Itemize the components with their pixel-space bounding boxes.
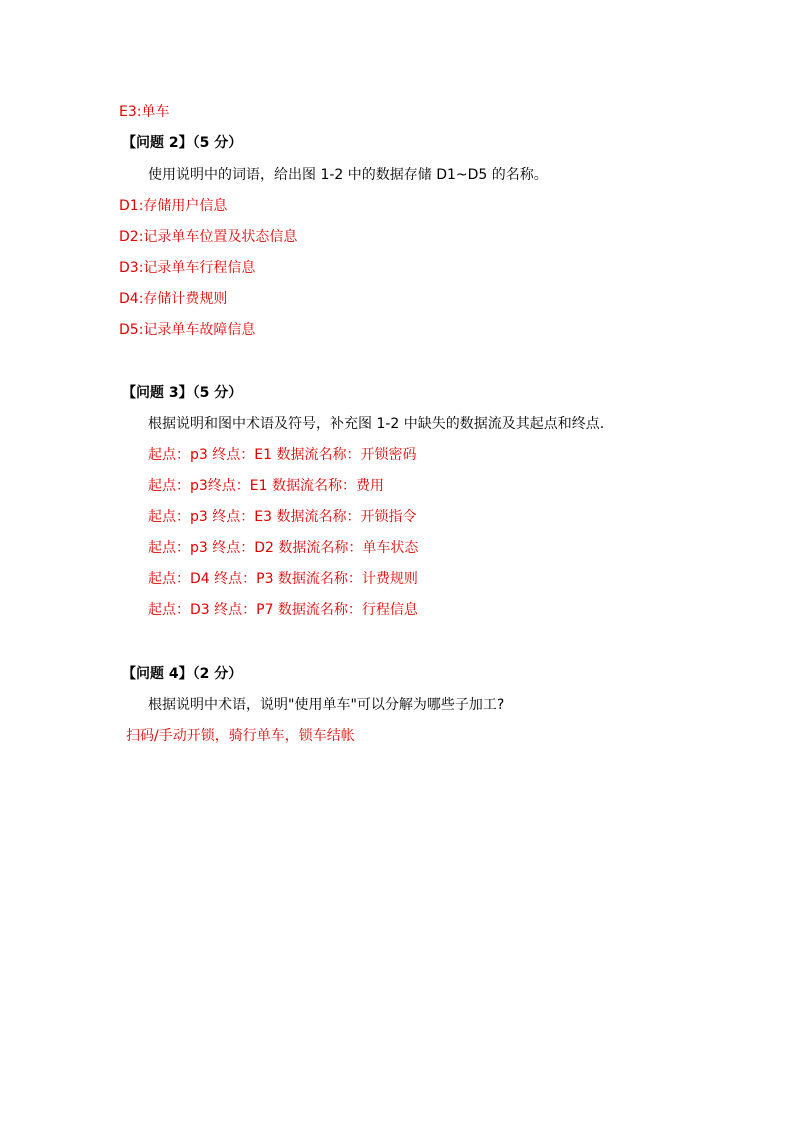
q3-answer-6: 起点：D3 终点：P7 数据流名称：行程信息 xyxy=(148,602,418,618)
q2-answer-d3: D3:记录单车行程信息 xyxy=(119,260,256,276)
q3-answer-2: 起点：p3终点：E1 数据流名称：费用 xyxy=(148,478,384,494)
q2-answer-d2: D2:记录单车位置及状态信息 xyxy=(119,229,298,245)
q3-heading: 【问题 3】（5 分） xyxy=(122,385,243,401)
q4-prompt: 根据说明中术语，说明"使用单车"可以分解为哪些子加工? xyxy=(148,697,505,713)
q3-prompt: 根据说明和图中术语及符号，补充图 1-2 中缺失的数据流及其起点和终点. xyxy=(148,416,605,432)
q2-answer-d4: D4:存储计费规则 xyxy=(119,291,228,307)
q3-answer-5: 起点：D4 终点：P3 数据流名称：计费规则 xyxy=(148,571,418,587)
q3-answer-3: 起点：p3 终点：E3 数据流名称：开锁指令 xyxy=(148,509,417,525)
q4-answer: 扫码/手动开锁，骑行单车，锁车结帐 xyxy=(126,728,355,744)
q2-heading: 【问题 2】（5 分） xyxy=(122,135,243,151)
q3-answer-1: 起点：p3 终点：E1 数据流名称：开锁密码 xyxy=(148,447,417,463)
q3-answer-4: 起点：p3 终点：D2 数据流名称：单车状态 xyxy=(148,540,419,556)
q2-answer-d1: D1:存储用户信息 xyxy=(119,198,228,214)
q2-prompt: 使用说明中的词语，给出图 1-2 中的数据存储 D1~D5 的名称。 xyxy=(148,167,548,183)
q4-heading: 【问题 4】（2 分） xyxy=(122,666,243,682)
q2-answer-d5: D5:记录单车故障信息 xyxy=(119,322,256,338)
answer-e3: E3:单车 xyxy=(119,104,170,120)
